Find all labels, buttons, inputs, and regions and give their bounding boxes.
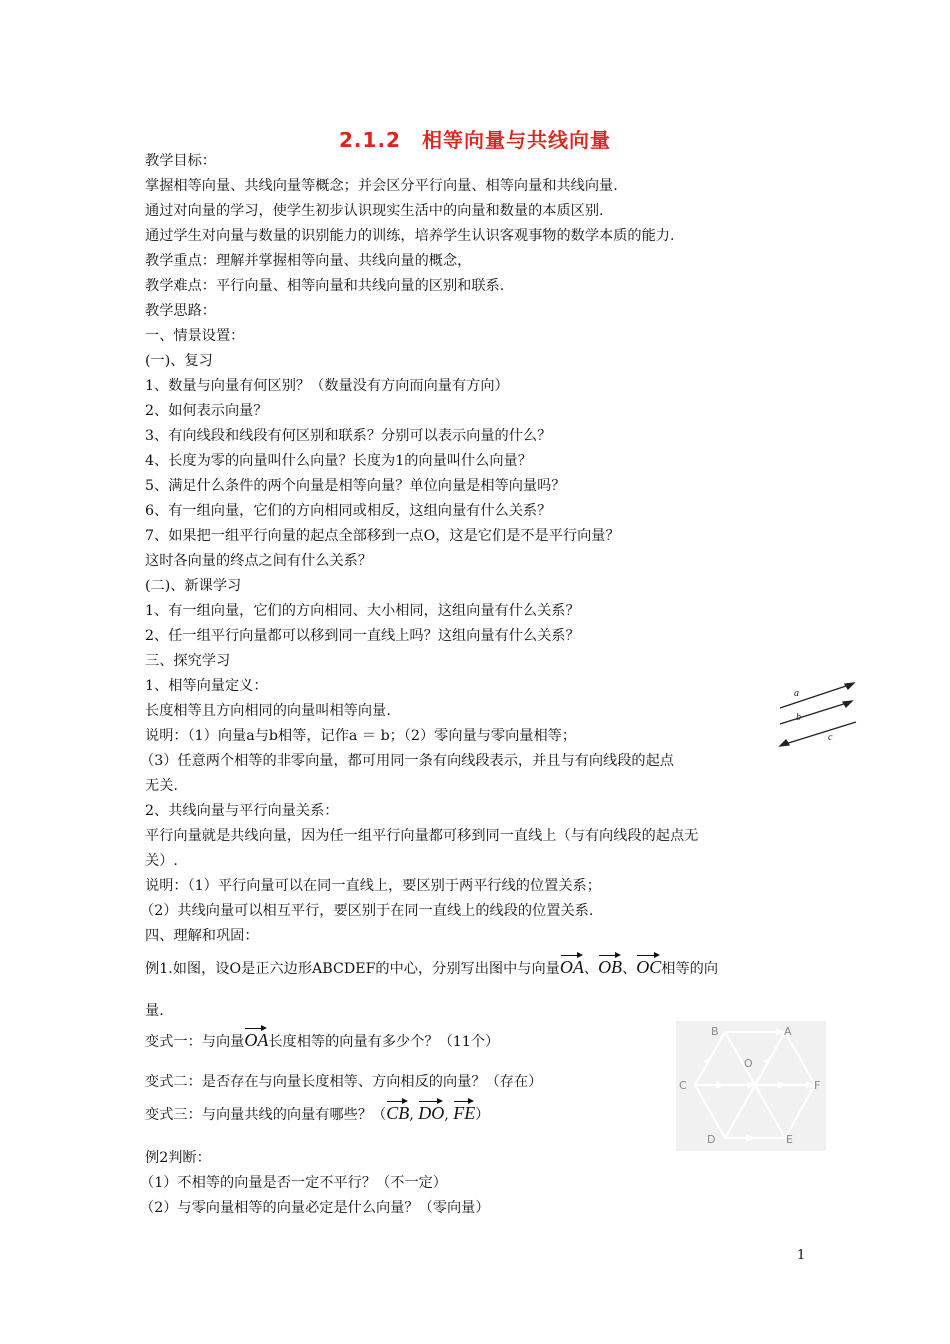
text-line: 教学重点：理解并掌握相等向量、共线向量的概念， [145, 253, 472, 269]
subsection-heading: (二)、新课学习 [145, 578, 242, 594]
vertex-label-e: E [786, 1133, 793, 1146]
vertex-label-b: B [711, 1025, 719, 1038]
text-line: 教学思路： [145, 303, 216, 319]
vector-oa: OA [244, 1027, 268, 1049]
text-line: 3、有向线段和线段有何区别和联系？分别可以表示向量的什么？ [145, 428, 552, 444]
vector-do: DO [418, 1100, 444, 1122]
example-2-item: （1）不相等的向量是否一定不平行？（不一定） [140, 1175, 447, 1191]
vector-ob: OB [598, 954, 622, 976]
text-line: 5、满足什么条件的两个向量是相等向量？单位向量是相等向量吗？ [145, 478, 566, 494]
text-line: 1、数量与向量有何区别？（数量没有方向而向量有方向） [145, 378, 509, 394]
vector-a-arrowhead [845, 683, 854, 689]
text-line: 6、有一组向量，它们的方向相同或相反，这组向量有什么关系？ [145, 503, 552, 519]
text-line: 掌握相等向量、共线向量等概念；并会区分平行向量、相等向量和共线向量. [145, 178, 618, 194]
text-line: 这时各向量的终点之间有什么关系？ [145, 553, 373, 569]
variant-3 [145, 1100, 489, 1124]
variant-3-text: 变式三：与向量共线的向量有哪些？（ [145, 1107, 387, 1123]
parallel-vectors-figure [772, 678, 862, 748]
text-line: 关）. [145, 853, 178, 869]
text-line: 通过对向量的学习，使学生初步认识现实生活中的向量和数量的本质区别. [145, 203, 604, 219]
vector-b-line [780, 702, 850, 724]
example-1-text: 例1.如图，设O是正六边形ABCDEF的中心，分别写出图中与向量 [145, 961, 560, 977]
example-2-heading: 例2判断： [145, 1150, 211, 1166]
text-line: 长度相等且方向相同的向量叫相等向量. [145, 703, 391, 719]
vector-b-arrowhead [843, 701, 852, 707]
example-1-text-end: 相等的向 [661, 961, 719, 977]
variant-1-text: 变式一：与向量 [145, 1034, 245, 1050]
vertex-label-d: D [707, 1133, 716, 1146]
text-line: 1、相等向量定义： [145, 678, 268, 694]
variant-1-answer: 长度相等的向量有多少个？（11个） [268, 1034, 500, 1050]
vertex-label-a: A [784, 1025, 792, 1038]
vertex-label-f: F [814, 1079, 821, 1092]
comma: , [444, 1107, 449, 1123]
separator: 、 [622, 961, 637, 977]
variant-2: 变式二：是否存在与向量长度相等、方向相反的向量？（存在） [145, 1074, 543, 1090]
text-line: 4、长度为零的向量叫什么向量？长度为1的向量叫什么向量？ [145, 453, 532, 469]
vector-c-line [782, 722, 856, 745]
section-heading: 四、理解和巩固： [145, 928, 259, 944]
arrowhead [777, 1081, 786, 1089]
section-heading: 一、情景设置： [145, 328, 245, 344]
example-1-line [145, 954, 718, 978]
text-line: 2、如何表示向量？ [145, 403, 268, 419]
text-line: 教学难点：平行向量、相等向量和共线向量的区别和联系. [145, 278, 505, 294]
text-line: 无关. [145, 778, 178, 794]
text-line: 通过学生对向量与数量的识别能力的训练，培养学生认识客观事物的数学本质的能力. [145, 228, 675, 244]
vector-oc: OC [636, 954, 661, 976]
page-number: 1 [797, 1248, 806, 1263]
center-label-o: O [744, 1057, 753, 1070]
arrowhead [716, 1081, 725, 1089]
variant-3-close: ） [475, 1107, 490, 1123]
text-line: 2、共线向量与平行向量关系： [145, 803, 339, 819]
example-1-line-2: 量. [145, 1003, 164, 1019]
text-line: 7、如果把一组平行向量的起点全部移到一点O，这是它们是不是平行向量？ [145, 528, 620, 544]
text-line: 说明：（1）平行向量可以在同一直线上，要区别于两平行线的位置关系； [145, 878, 601, 894]
section-heading: 三、探究学习 [145, 653, 231, 669]
text-line: 2、任一组平行向量都可以移到同一直线上吗？这组向量有什么关系？ [145, 628, 580, 644]
separator: 、 [583, 961, 599, 977]
vector-fe: FE [453, 1100, 475, 1122]
subsection-heading: (一)、复习 [145, 353, 213, 369]
text-line: 教学目标： [145, 153, 216, 169]
text-line: 平行向量就是共线向量，因为任一组平行向量都可移到同一直线上（与有向线段的起点无 [145, 828, 699, 844]
label-a: a [794, 688, 799, 699]
text-line: 说明：（1）向量a与b相等，记作a ＝ b；（2）零向量与零向量相等； [145, 728, 577, 744]
variant-1 [145, 1027, 499, 1051]
text-line: （2）共线向量可以相互平行，要区别于在同一直线上的线段的位置关系. [140, 903, 594, 919]
vector-cb: CB [386, 1100, 409, 1122]
comma: , [409, 1107, 414, 1123]
vertex-label-c: C [679, 1079, 687, 1092]
page-title: 2.1.2 相等向量与共线向量 [339, 128, 611, 152]
label-b: b [796, 712, 801, 723]
hexagon-figure [676, 1021, 826, 1151]
arrowhead [746, 1134, 755, 1142]
vector-c-arrowhead [780, 740, 789, 746]
vector-oa: OA [560, 954, 584, 976]
example-2-item: （2）与零向量相等的向量必定是什么向量？（零向量） [140, 1200, 490, 1216]
text-line: 1、有一组向量，它们的方向相同、大小相同，这组向量有什么关系？ [145, 603, 580, 619]
text-line: （3）任意两个相等的非零向量，都可用同一条有向线段表示，并且与有向线段的起点 [140, 753, 674, 769]
label-c: c [828, 732, 833, 743]
